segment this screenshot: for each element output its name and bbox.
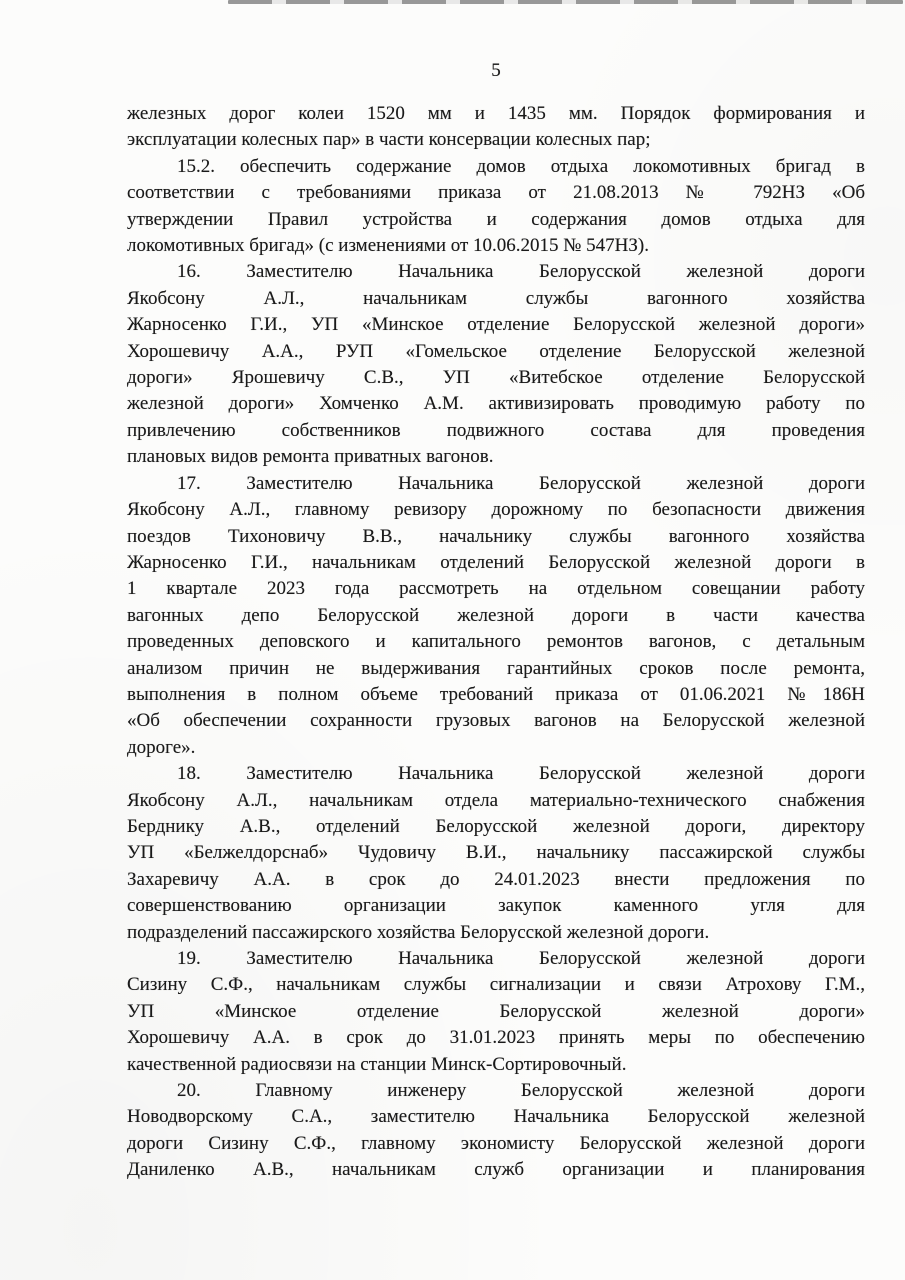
document-line: привлечению собственников подвижного состава для проведения: [127, 419, 865, 441]
para-15-2: [127, 154, 865, 260]
document-line: Якобсону А.Л., начальникам отдела материально-технического снабжения: [127, 789, 865, 811]
document-line: Берднику А.В., отделений Белорусской железной дороги, директору: [127, 815, 865, 837]
document-line: 1 квартале 2023 года рассмотреть на отдельном совещании работу: [127, 578, 865, 600]
document-line: 16. Заместителю Начальника Белорусской железной дороги: [177, 261, 865, 283]
document-line: поездов Тихоновичу В.В., начальнику службы вагонного хозяйства: [127, 525, 865, 547]
para-19: [127, 946, 865, 1078]
para-15-1-continuation: [127, 101, 865, 154]
para-20: [127, 1078, 865, 1184]
document-line: УП «Белжелдорснаб» Чудовичу В.И., начальнику пассажирской службы: [127, 842, 865, 864]
document-line: «Об обеспечении сохранности грузовых вагонов на Белорусской железной: [127, 710, 865, 732]
document-line: Новодворскому С.А., заместителю Начальника Белорусской железной: [127, 1106, 865, 1128]
document-line: эксплуатации колесных пар» в части консервации колесных пар;: [127, 129, 651, 151]
document-line: 18. Заместителю Начальника Белорусской железной дороги: [177, 763, 865, 785]
document-line: Хорошевичу А.А. в срок до 31.01.2023 принять меры по обеспечению: [127, 1027, 865, 1049]
document-line: железной дороги» Хомченко А.М. активизировать проводимую работу по: [127, 393, 865, 415]
document-line: Жарносенко Г.И., начальникам отделений Белорусской железной дороги в: [127, 551, 865, 573]
para-16: [127, 259, 865, 470]
scan-artifact-top-edge: [228, 0, 903, 4]
document-line: вагонных депо Белорусской железной дороги в части качества: [127, 604, 865, 626]
document-line: подразделений пассажирского хозяйства Белорусской железной дороги.: [127, 921, 710, 943]
document-line: Жарносенко Г.И., УП «Минское отделение Белорусской железной дороги»: [127, 314, 865, 336]
document-line: дороги Сизину С.Ф., главному экономисту Белорусской железной дороги: [127, 1132, 865, 1154]
page-number: 5: [491, 60, 501, 81]
document-line: УП «Минское отделение Белорусской железной дороги»: [127, 1000, 865, 1022]
document-line: совершенствованию организации закупок каменного угля для: [127, 895, 865, 917]
document-line: Захаревичу А.А. в срок до 24.01.2023 внести предложения по: [127, 868, 865, 890]
document-line: качественной радиосвязи на станции Минск-Сортировочный.: [127, 1053, 627, 1075]
document-line: проведенных деповского и капитального ремонтов вагонов, с детальным: [127, 631, 865, 653]
document-line: дороги» Ярошевичу С.В., УП «Витебское отделение Белорусской: [127, 367, 865, 389]
document-line: дороге».: [127, 736, 196, 758]
document-line: Сизину С.Ф., начальникам службы сигнализации и связи Атрохову Г.М.,: [127, 974, 865, 996]
document-line: Даниленко А.В., начальникам служб организации и планирования: [127, 1159, 865, 1181]
document-line: 20. Главному инженеру Белорусской железной дороги: [177, 1080, 865, 1102]
page-content: [127, 58, 865, 1184]
document-line: железных дорог колеи 1520 мм и 1435 мм. Порядок формирования и: [127, 103, 865, 124]
document-line: утверждении Правил устройства и содержания домов отдыха для: [127, 208, 865, 230]
document-line: 17. Заместителю Начальника Белорусской железной дороги: [177, 472, 865, 494]
document-line: выполнения в полном объеме требований приказа от 01.06.2021 №186Н: [127, 683, 865, 705]
document-line: плановых видов ремонта приватных вагонов.: [127, 446, 494, 468]
document-text: [127, 101, 865, 1184]
document-line: 15.2. обеспечить содержание домов отдыха локомотивных бригад в: [177, 155, 865, 177]
document-line: Якобсону А.Л., начальникам службы вагонного хозяйства: [127, 287, 865, 309]
document-line: соответствии с требованиями приказа от 21.08.2013 № 792НЗ «Об: [127, 182, 865, 204]
document-line: Якобсону А.Л., главному ревизору дорожному по безопасности движения: [127, 499, 865, 521]
document-line: анализом причин не выдерживания гарантийных сроков после ремонта,: [127, 657, 865, 679]
document-line: локомотивных бригад» (с изменениями от 10.06.2015 № 547НЗ).: [127, 235, 649, 257]
para-18: [127, 761, 865, 946]
para-17: [127, 471, 865, 761]
document-line: Хорошевичу А.А., РУП «Гомельское отделение Белорусской железной: [127, 340, 865, 362]
document-line: 19. Заместителю Начальника Белорусской железной дороги: [177, 948, 865, 969]
